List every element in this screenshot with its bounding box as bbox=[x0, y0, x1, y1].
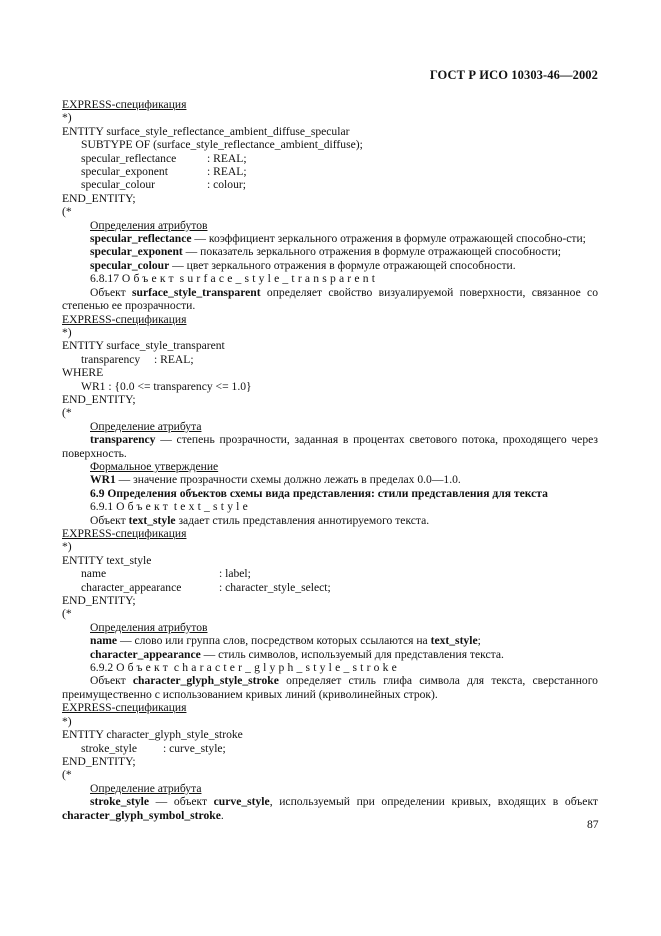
attr-line bbox=[62, 165, 598, 178]
definition bbox=[62, 433, 598, 460]
attr-line bbox=[62, 567, 598, 580]
attr-line bbox=[62, 152, 598, 165]
def-term: specular_colour bbox=[90, 258, 170, 272]
section-heading: 6.9 Определения объектов схемы вида представления: стили представления для текста bbox=[90, 486, 548, 500]
formal-term: WR1 bbox=[90, 473, 116, 487]
page-number: 87 bbox=[587, 818, 599, 831]
heading-word: Объект bbox=[121, 272, 177, 286]
subsection-heading bbox=[62, 272, 598, 285]
formal-text: — значение прозрачности схемы должно лежать в пределах 0.0—1.0. bbox=[115, 473, 461, 487]
end-entity: END_ENTITY; bbox=[62, 594, 136, 608]
heading-word: Объект bbox=[116, 661, 171, 675]
entity-line: ENTITY surface_style_reflectance_ambient_diffuse_specular bbox=[62, 124, 350, 138]
attr-type: : character_style_select; bbox=[219, 580, 331, 594]
attr-name: specular_exponent bbox=[81, 165, 168, 179]
heading-name: surface_style_transparent bbox=[179, 272, 379, 286]
def-term: name bbox=[90, 634, 118, 648]
attr-type: : REAL; bbox=[154, 352, 194, 366]
defs-heading: Определения атрибутов bbox=[90, 620, 208, 634]
express-label: EXPRESS-спецификация bbox=[62, 701, 187, 715]
where-line: WHERE bbox=[62, 366, 104, 380]
definition bbox=[62, 795, 598, 822]
attr-type: : curve_style; bbox=[163, 741, 226, 755]
attr-name: specular_colour bbox=[81, 178, 156, 192]
intro-term: text_style bbox=[128, 513, 176, 527]
attr-line bbox=[62, 178, 598, 191]
heading-name: character_glyph_style_stroke bbox=[173, 661, 400, 675]
heading-number: 6.9.2 bbox=[90, 661, 114, 675]
intro-term: character_glyph_style_stroke bbox=[132, 674, 279, 688]
definition bbox=[62, 259, 598, 272]
def-term: specular_reflectance bbox=[90, 232, 192, 246]
def-end: ; bbox=[477, 634, 481, 648]
def-text: — показатель зеркального отражения в формуле отражающей способности; bbox=[182, 245, 562, 259]
comment-open: (* bbox=[62, 768, 72, 782]
intro-paragraph bbox=[62, 286, 598, 313]
end-entity: END_ENTITY; bbox=[62, 754, 136, 768]
heading-word: Объект bbox=[116, 500, 171, 514]
formal-statement bbox=[62, 473, 598, 486]
def-text: — цвет зеркального отражения в формуле отражающей способности. bbox=[169, 258, 516, 272]
attr-name: specular_reflectance bbox=[81, 151, 177, 165]
heading-number: 6.8.17 bbox=[90, 272, 119, 286]
end-entity: END_ENTITY; bbox=[62, 392, 136, 406]
intro-paragraph bbox=[62, 514, 598, 527]
attr-line bbox=[62, 353, 598, 366]
attr-name: stroke_style bbox=[81, 741, 138, 755]
attr-name: character_appearance bbox=[81, 580, 182, 594]
definition bbox=[62, 648, 598, 661]
def-text: — степень прозрачности, заданная в процентах светового потока, проходящего через поверхность. bbox=[62, 433, 598, 460]
intro-post: определяет свойство визуалируемой поверхности, связанное со степенью ее прозрачности. bbox=[62, 285, 598, 313]
subsection-heading bbox=[62, 661, 598, 674]
attr-type: : colour; bbox=[207, 178, 246, 192]
definition bbox=[62, 634, 598, 647]
comment-open: (* bbox=[62, 205, 72, 219]
document-body bbox=[62, 98, 598, 822]
attr-type: : REAL; bbox=[207, 165, 247, 179]
express-label: EXPRESS-спецификация bbox=[62, 312, 187, 326]
definition bbox=[62, 232, 598, 245]
intro-pre: Объект bbox=[90, 674, 133, 688]
intro-post: задает стиль представления аннотируемого текста. bbox=[175, 513, 430, 527]
comment-close: *) bbox=[62, 540, 72, 554]
defs-heading: Определение атрибута bbox=[90, 419, 202, 433]
intro-paragraph bbox=[62, 674, 598, 701]
intro-post: определяет стиль глифа символа для текста, сверстанного преимущественно с использованием кривых линий (криволинейных строк). bbox=[62, 674, 598, 701]
defs-heading: Определения атрибутов bbox=[90, 218, 208, 232]
def-text: — коэффициент зеркального отражения в формуле отражающей способно-сти; bbox=[191, 232, 586, 246]
comment-close: *) bbox=[62, 714, 72, 728]
formal-heading: Формальное утверждение bbox=[90, 459, 219, 473]
entity-line: ENTITY character_glyph_style_stroke bbox=[62, 728, 243, 742]
subtype-line: SUBTYPE OF (surface_style_reflectance_ambient_diffuse); bbox=[81, 138, 363, 152]
defs-heading: Определение атрибута bbox=[90, 781, 202, 795]
express-label: EXPRESS-спецификация bbox=[62, 527, 187, 540]
def-text: , используемый при определении кривых, входящих в объект bbox=[269, 795, 598, 809]
def-term: transparency bbox=[90, 433, 156, 447]
def-text: — объект bbox=[149, 795, 214, 809]
attr-type: : label; bbox=[219, 567, 251, 581]
end-entity: END_ENTITY; bbox=[62, 191, 136, 205]
comment-open: (* bbox=[62, 607, 72, 621]
intro-term: surface_style_transparent bbox=[132, 285, 261, 299]
definition bbox=[62, 245, 598, 258]
def-term: stroke_style bbox=[90, 795, 150, 809]
page-header: ГОСТ Р ИСО 10303-46—2002 bbox=[429, 68, 598, 82]
comment-close: *) bbox=[62, 325, 72, 339]
intro-pre: Объект bbox=[90, 285, 132, 299]
def-term-ref: curve_style bbox=[213, 795, 270, 809]
entity-line: ENTITY text_style bbox=[62, 553, 152, 567]
def-end: . bbox=[220, 808, 224, 822]
attr-type: : REAL; bbox=[207, 151, 247, 165]
attr-line bbox=[62, 581, 598, 594]
attr-name: name bbox=[81, 567, 107, 581]
attr-line bbox=[62, 742, 598, 755]
comment-close: *) bbox=[62, 111, 72, 125]
express-label: EXPRESS-спецификация bbox=[62, 98, 187, 111]
def-term-ref: text_style bbox=[430, 634, 478, 648]
def-text: — стиль символов, используемый для представления текста. bbox=[200, 647, 504, 661]
def-text: — слово или группа слов, посредством которых ссылаются на bbox=[117, 634, 431, 648]
intro-pre: Объект bbox=[90, 513, 129, 527]
def-term-ref: character_glyph_symbol_stroke bbox=[62, 808, 221, 822]
rule-line: WR1 : {0.0 <= transparency <= 1.0} bbox=[81, 379, 252, 393]
def-term: specular_exponent bbox=[90, 245, 183, 259]
heading-number: 6.9.1 bbox=[90, 500, 114, 514]
subsection-heading bbox=[62, 500, 598, 513]
heading-name: text_style bbox=[173, 500, 251, 514]
comment-open: (* bbox=[62, 406, 72, 420]
def-term: character_appearance bbox=[90, 647, 201, 661]
entity-line: ENTITY surface_style_transparent bbox=[62, 339, 225, 353]
attr-name: transparency bbox=[81, 352, 141, 366]
